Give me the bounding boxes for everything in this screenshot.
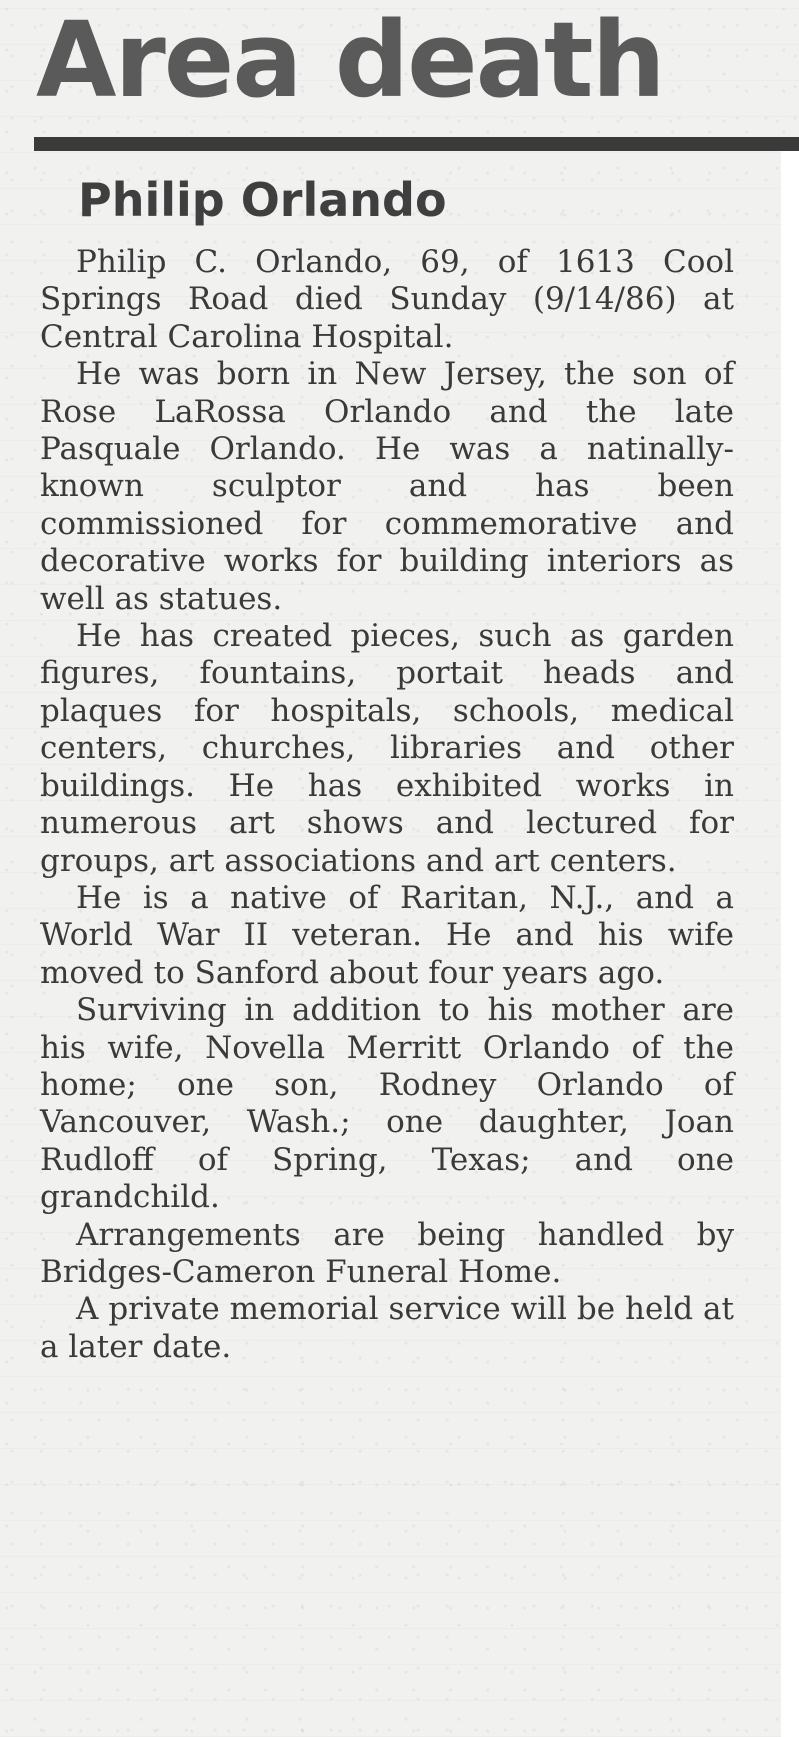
obituary-paragraph: He has created pieces, such as garden figures, fountains, portait heads and plaques for hospitals, schools, medical centers, churches, libraries and other buildings. He has exhibited works in numerous art shows and lectured for groups, art associations and art centers. [40,618,734,879]
section-headline: Area death [36,0,664,121]
obituary-paragraph: Surviving in addition to his mother are his wife, Novella Merritt Orlando of the home; one son, Rodney Orlando of Vancouver, Wash.; one daughter, Joan Rudloff of Spring, Texas; and one grandchild. [40,992,734,1216]
headline-rule [34,137,799,151]
obituary-paragraph: He was born in New Jersey, the son of Rose LaRossa Orlando and the late Pasquale Orlando. He was a natinally-known sculptor and has been commissioned for commemorative and decorative works for building interiors as well as statues. [40,356,734,617]
obituary-name: Philip Orlando [78,173,447,227]
obituary-paragraph: A private memorial service will be held at a later date. [40,1291,734,1365]
clipping-edge [781,150,799,1737]
obituary-paragraph: Philip C. Orlando, 69, of 1613 Cool Springs Road died Sunday (9/14/86) at Central Carolina Hospital. [40,244,734,355]
obituary-paragraph: He is a native of Raritan, N.J., and a World War II veteran. He and his wife moved to Sanford about four years ago. [40,879,734,991]
obituary-paragraph: Arrangements are being handled by Bridges-Cameron Funeral Home. [40,1216,734,1290]
obituary-body [40,244,734,1366]
